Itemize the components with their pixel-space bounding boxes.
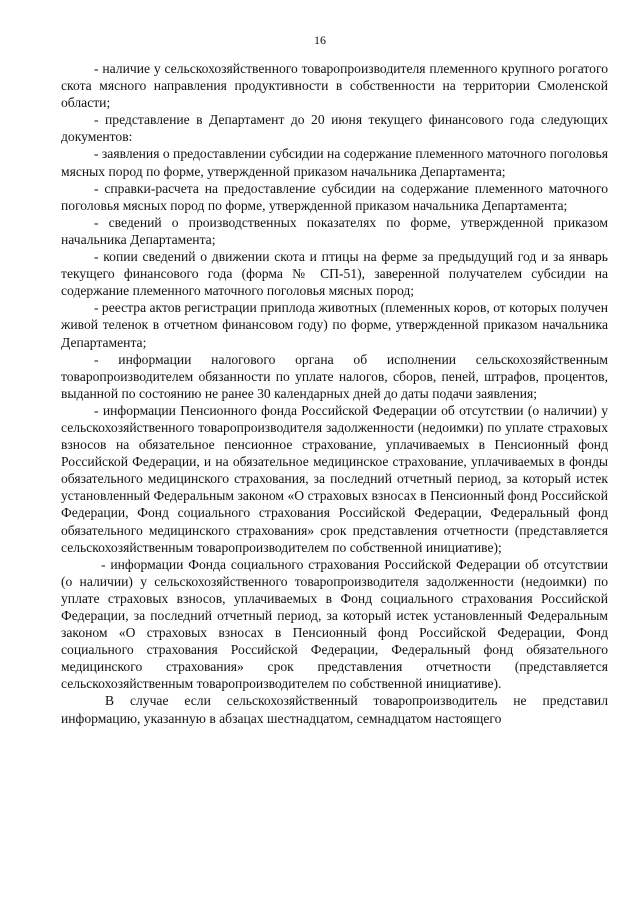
paragraph-production-indicators: - сведений о производственных показателях по форме, утвержденной приказом начальника Департамента;	[61, 214, 608, 247]
paragraph-tax-authority-info: - информации налогового органа об исполнении сельскохозяйственным товаропроизводителем обязанности по уплате налогов, сборов, пеней, штрафов, процентов, выданной по состоянию не ранее 30 календарных дней до даты подачи заявления;	[61, 351, 608, 401]
paragraph-offspring-registry: - реестра актов регистрации приплода животных (племенных коров, от которых получен живой теленок в отчетном финансовом году) по форме, утвержденной приказом начальника Департамента;	[61, 300, 608, 350]
page-number: 16	[314, 33, 326, 47]
paragraph-missing-information-case: В случае если сельскохозяйственный товаропроизводитель не представил информацию, указанную в абзацах шестнадцатом, семнадцатом настоящего	[61, 693, 608, 726]
paragraph-social-insurance-fund-info: - информации Фонда социального страхования Российской Федерации об отсутствии (о наличии) у сельскохозяйственного товаропроизводителя задолженности (недоимки) по уплате страховых взносов, уплачиваемых в Фонд социального страхования Российской Федерации, за последний отчетный период, за который истек установленный Федеральным законом «О страховых взносах в Пенсионный фонд Российской Федерации, Фонд социального страхования Российской Федерации, Федеральный фонд обязательного медицинского страхования» срок представления отчетности (представляется сельскохозяйственным товаропроизводителем по собственной инициативе).	[61, 556, 608, 692]
paragraph-documents-submission: - представление в Департамент до 20 июня текущего финансового года следующих документов:	[61, 112, 608, 145]
paragraph-livestock-movement-copies: - копии сведений о движении скота и птицы на ферме за предыдущий год и за январь текущего финансового года (форма № СП-51), заверенной получателем субсидии на содержание племенного маточного поголовья мясных пород;	[61, 249, 608, 299]
paragraph-subsidy-application: - заявления о предоставлении субсидии на содержание племенного маточного поголовья мясных пород по форме, утвержденной приказом начальника Департамента;	[61, 146, 608, 179]
paragraph-pension-fund-info: - информации Пенсионного фонда Российской Федерации об отсутствии (о наличии) у сельскохозяйственного товаропроизводителя задолженности (недоимки) по уплате страховых взносов на обязательное пенсионное страхование, уплачиваемых в Пенсионный фонд Российской Федерации, и на обязательное медицинское страхование, уплачиваемых в фонды обязательного медицинского страхования, за последний отчетный период, за который истек установленный Федеральным законом «О страховых взносах в Пенсионный фонд Российской Федерации, Фонд социального страхования Российской Федерации, Федеральный фонд обязательного медицинского страхования» срок представления отчетности (представляется сельскохозяйственным товаропроизводителем по собственной инициативе);	[61, 402, 608, 555]
paragraph-calculation-certificate: - справки-расчета на предоставление субсидии на содержание племенного маточного поголовья мясных пород по форме, утвержденной приказом начальника Департамента;	[61, 180, 608, 213]
document-body	[61, 60, 608, 727]
paragraph-livestock-ownership: - наличие у сельскохозяйственного товаропроизводителя племенного крупного рогатого скота мясного направления продуктивности в собственности на территории Смоленской области;	[61, 61, 608, 111]
